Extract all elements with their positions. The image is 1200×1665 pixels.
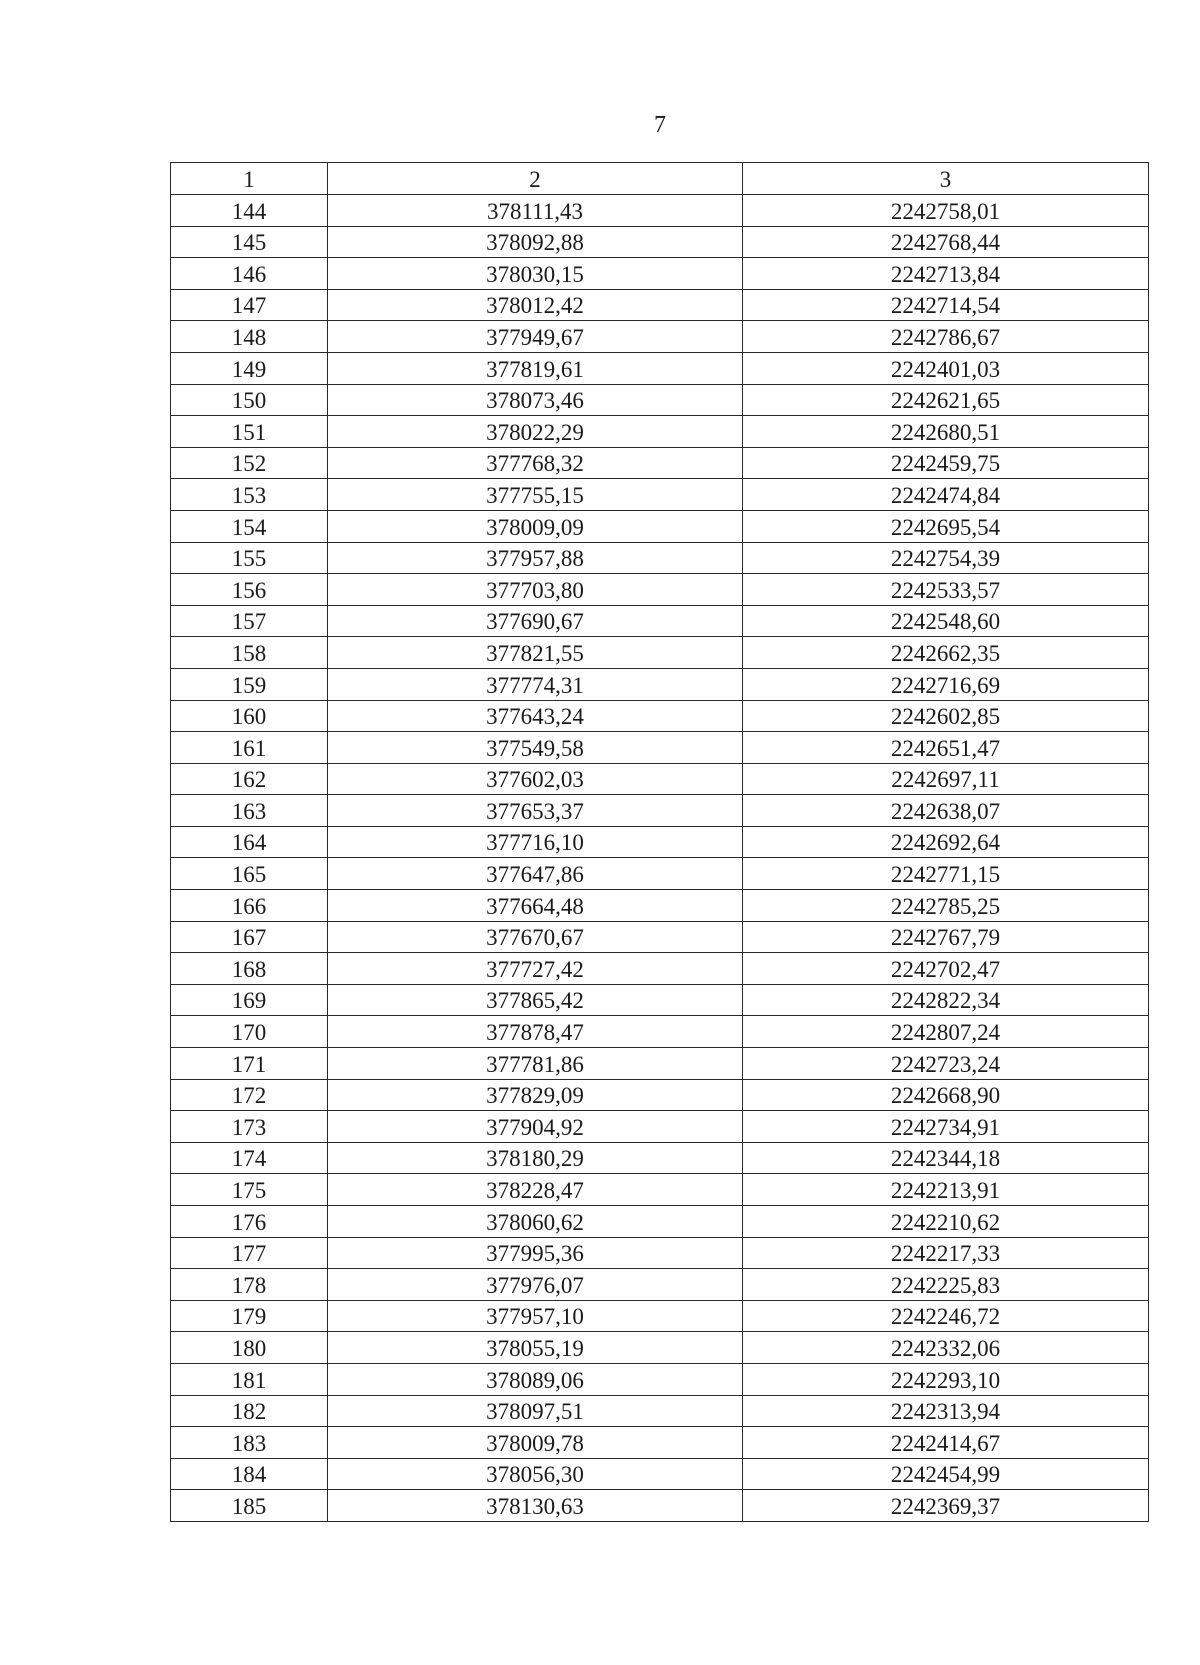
x-coordinate-cell: 378180,29: [328, 1142, 743, 1174]
table-row: [171, 1048, 1149, 1080]
point-number-cell: 146: [171, 258, 328, 290]
point-number-cell: 174: [171, 1142, 328, 1174]
y-coordinate-cell: 2242313,94: [743, 1395, 1149, 1427]
table-body: [171, 195, 1149, 1522]
x-coordinate-cell: 378111,43: [328, 195, 743, 227]
point-number-cell: 154: [171, 510, 328, 542]
table-row: [171, 289, 1149, 321]
x-coordinate-cell: 377865,42: [328, 984, 743, 1016]
x-coordinate-cell: 377781,86: [328, 1048, 743, 1080]
y-coordinate-cell: 2242459,75: [743, 447, 1149, 479]
table-row: [171, 352, 1149, 384]
table-row: [171, 258, 1149, 290]
point-number-cell: 180: [171, 1332, 328, 1364]
point-number-cell: 171: [171, 1048, 328, 1080]
point-number-cell: 172: [171, 1079, 328, 1111]
point-number-cell: 167: [171, 921, 328, 953]
point-number-cell: 160: [171, 700, 328, 732]
table-row: [171, 1269, 1149, 1301]
x-coordinate-cell: 377957,10: [328, 1300, 743, 1332]
table-row: [171, 195, 1149, 227]
x-coordinate-cell: 377995,36: [328, 1237, 743, 1269]
table-row: [171, 1142, 1149, 1174]
y-coordinate-cell: 2242217,33: [743, 1237, 1149, 1269]
point-number-cell: 157: [171, 605, 328, 637]
table-row: [171, 542, 1149, 574]
y-coordinate-cell: 2242822,34: [743, 984, 1149, 1016]
y-coordinate-cell: 2242332,06: [743, 1332, 1149, 1364]
x-coordinate-cell: 378130,63: [328, 1490, 743, 1522]
y-coordinate-cell: 2242293,10: [743, 1363, 1149, 1395]
point-number-cell: 150: [171, 384, 328, 416]
y-coordinate-cell: 2242734,91: [743, 1111, 1149, 1143]
table-row: [171, 858, 1149, 890]
table-row: [171, 1490, 1149, 1522]
point-number-cell: 158: [171, 637, 328, 669]
table-row: [171, 1174, 1149, 1206]
y-coordinate-cell: 2242714,54: [743, 289, 1149, 321]
table-row: [171, 384, 1149, 416]
x-coordinate-cell: 377549,58: [328, 732, 743, 764]
x-coordinate-cell: 378055,19: [328, 1332, 743, 1364]
y-coordinate-cell: 2242662,35: [743, 637, 1149, 669]
x-coordinate-cell: 378073,46: [328, 384, 743, 416]
x-coordinate-cell: 377670,67: [328, 921, 743, 953]
point-number-cell: 161: [171, 732, 328, 764]
y-coordinate-cell: 2242716,69: [743, 668, 1149, 700]
point-number-cell: 145: [171, 226, 328, 258]
table-row: [171, 1111, 1149, 1143]
point-number-cell: 175: [171, 1174, 328, 1206]
point-number-cell: 166: [171, 890, 328, 922]
x-coordinate-cell: 377755,15: [328, 479, 743, 511]
y-coordinate-cell: 2242474,84: [743, 479, 1149, 511]
y-coordinate-cell: 2242786,67: [743, 321, 1149, 353]
y-coordinate-cell: 2242723,24: [743, 1048, 1149, 1080]
point-number-cell: 185: [171, 1490, 328, 1522]
y-coordinate-cell: 2242680,51: [743, 416, 1149, 448]
point-number-cell: 173: [171, 1111, 328, 1143]
table-row: [171, 1332, 1149, 1364]
table-row: [171, 637, 1149, 669]
x-coordinate-cell: 377653,37: [328, 795, 743, 827]
point-number-cell: 156: [171, 574, 328, 606]
x-coordinate-cell: 377819,61: [328, 352, 743, 384]
point-number-cell: 177: [171, 1237, 328, 1269]
table-row: [171, 795, 1149, 827]
table-row: [171, 510, 1149, 542]
x-coordinate-cell: 378009,09: [328, 510, 743, 542]
table-row: [171, 574, 1149, 606]
point-number-cell: 179: [171, 1300, 328, 1332]
y-coordinate-cell: 2242401,03: [743, 352, 1149, 384]
x-coordinate-cell: 377768,32: [328, 447, 743, 479]
y-coordinate-cell: 2242414,67: [743, 1427, 1149, 1459]
x-coordinate-cell: 377957,88: [328, 542, 743, 574]
column-header-1: 1: [171, 163, 328, 195]
point-number-cell: 168: [171, 953, 328, 985]
point-number-cell: 144: [171, 195, 328, 227]
y-coordinate-cell: 2242692,64: [743, 826, 1149, 858]
y-coordinate-cell: 2242533,57: [743, 574, 1149, 606]
column-header-3: 3: [743, 163, 1149, 195]
table-header: [171, 163, 1149, 195]
table-row: [171, 1016, 1149, 1048]
y-coordinate-cell: 2242454,99: [743, 1458, 1149, 1490]
y-coordinate-cell: 2242807,24: [743, 1016, 1149, 1048]
point-number-cell: 169: [171, 984, 328, 1016]
point-number-cell: 149: [171, 352, 328, 384]
table-row: [171, 1079, 1149, 1111]
point-number-cell: 159: [171, 668, 328, 700]
x-coordinate-cell: 377727,42: [328, 953, 743, 985]
point-number-cell: 162: [171, 763, 328, 795]
coordinates-table: [170, 162, 1149, 1522]
point-number-cell: 147: [171, 289, 328, 321]
x-coordinate-cell: 378009,78: [328, 1427, 743, 1459]
y-coordinate-cell: 2242697,11: [743, 763, 1149, 795]
table-row: [171, 763, 1149, 795]
y-coordinate-cell: 2242713,84: [743, 258, 1149, 290]
x-coordinate-cell: 378030,15: [328, 258, 743, 290]
point-number-cell: 152: [171, 447, 328, 479]
table-row: [171, 1458, 1149, 1490]
table-row: [171, 226, 1149, 258]
point-number-cell: 165: [171, 858, 328, 890]
y-coordinate-cell: 2242602,85: [743, 700, 1149, 732]
x-coordinate-cell: 378056,30: [328, 1458, 743, 1490]
table-row: [171, 668, 1149, 700]
point-number-cell: 182: [171, 1395, 328, 1427]
x-coordinate-cell: 377643,24: [328, 700, 743, 732]
y-coordinate-cell: 2242771,15: [743, 858, 1149, 890]
page-number: 7: [654, 112, 666, 138]
table-row: [171, 1427, 1149, 1459]
y-coordinate-cell: 2242668,90: [743, 1079, 1149, 1111]
x-coordinate-cell: 377664,48: [328, 890, 743, 922]
x-coordinate-cell: 378012,42: [328, 289, 743, 321]
point-number-cell: 181: [171, 1363, 328, 1395]
y-coordinate-cell: 2242768,44: [743, 226, 1149, 258]
point-number-cell: 155: [171, 542, 328, 574]
table-row: [171, 826, 1149, 858]
y-coordinate-cell: 2242767,79: [743, 921, 1149, 953]
table-row: [171, 1206, 1149, 1238]
table-row: [171, 921, 1149, 953]
table-row: [171, 700, 1149, 732]
point-number-cell: 183: [171, 1427, 328, 1459]
y-coordinate-cell: 2242695,54: [743, 510, 1149, 542]
table-row: [171, 984, 1149, 1016]
x-coordinate-cell: 377647,86: [328, 858, 743, 890]
point-number-cell: 164: [171, 826, 328, 858]
y-coordinate-cell: 2242758,01: [743, 195, 1149, 227]
y-coordinate-cell: 2242210,62: [743, 1206, 1149, 1238]
x-coordinate-cell: 377949,67: [328, 321, 743, 353]
header-row: [171, 163, 1149, 195]
x-coordinate-cell: 378022,29: [328, 416, 743, 448]
table-row: [171, 1237, 1149, 1269]
table-row: [171, 1363, 1149, 1395]
table-row: [171, 1300, 1149, 1332]
table-row: [171, 321, 1149, 353]
x-coordinate-cell: 377976,07: [328, 1269, 743, 1301]
x-coordinate-cell: 378092,88: [328, 226, 743, 258]
x-coordinate-cell: 377904,92: [328, 1111, 743, 1143]
table-row: [171, 447, 1149, 479]
table-row: [171, 416, 1149, 448]
y-coordinate-cell: 2242369,37: [743, 1490, 1149, 1522]
y-coordinate-cell: 2242246,72: [743, 1300, 1149, 1332]
point-number-cell: 184: [171, 1458, 328, 1490]
y-coordinate-cell: 2242754,39: [743, 542, 1149, 574]
y-coordinate-cell: 2242344,18: [743, 1142, 1149, 1174]
point-number-cell: 151: [171, 416, 328, 448]
point-number-cell: 163: [171, 795, 328, 827]
table-row: [171, 953, 1149, 985]
point-number-cell: 153: [171, 479, 328, 511]
y-coordinate-cell: 2242621,65: [743, 384, 1149, 416]
x-coordinate-cell: 377878,47: [328, 1016, 743, 1048]
x-coordinate-cell: 377716,10: [328, 826, 743, 858]
x-coordinate-cell: 378097,51: [328, 1395, 743, 1427]
x-coordinate-cell: 377829,09: [328, 1079, 743, 1111]
y-coordinate-cell: 2242651,47: [743, 732, 1149, 764]
point-number-cell: 148: [171, 321, 328, 353]
y-coordinate-cell: 2242638,07: [743, 795, 1149, 827]
y-coordinate-cell: 2242548,60: [743, 605, 1149, 637]
table-row: [171, 605, 1149, 637]
x-coordinate-cell: 378228,47: [328, 1174, 743, 1206]
x-coordinate-cell: 378060,62: [328, 1206, 743, 1238]
column-header-2: 2: [328, 163, 743, 195]
table-row: [171, 732, 1149, 764]
y-coordinate-cell: 2242702,47: [743, 953, 1149, 985]
x-coordinate-cell: 377703,80: [328, 574, 743, 606]
point-number-cell: 178: [171, 1269, 328, 1301]
y-coordinate-cell: 2242213,91: [743, 1174, 1149, 1206]
table-row: [171, 890, 1149, 922]
y-coordinate-cell: 2242225,83: [743, 1269, 1149, 1301]
y-coordinate-cell: 2242785,25: [743, 890, 1149, 922]
x-coordinate-cell: 377821,55: [328, 637, 743, 669]
x-coordinate-cell: 377774,31: [328, 668, 743, 700]
point-number-cell: 170: [171, 1016, 328, 1048]
x-coordinate-cell: 377602,03: [328, 763, 743, 795]
point-number-cell: 176: [171, 1206, 328, 1238]
table-row: [171, 479, 1149, 511]
table-row: [171, 1395, 1149, 1427]
x-coordinate-cell: 378089,06: [328, 1363, 743, 1395]
x-coordinate-cell: 377690,67: [328, 605, 743, 637]
